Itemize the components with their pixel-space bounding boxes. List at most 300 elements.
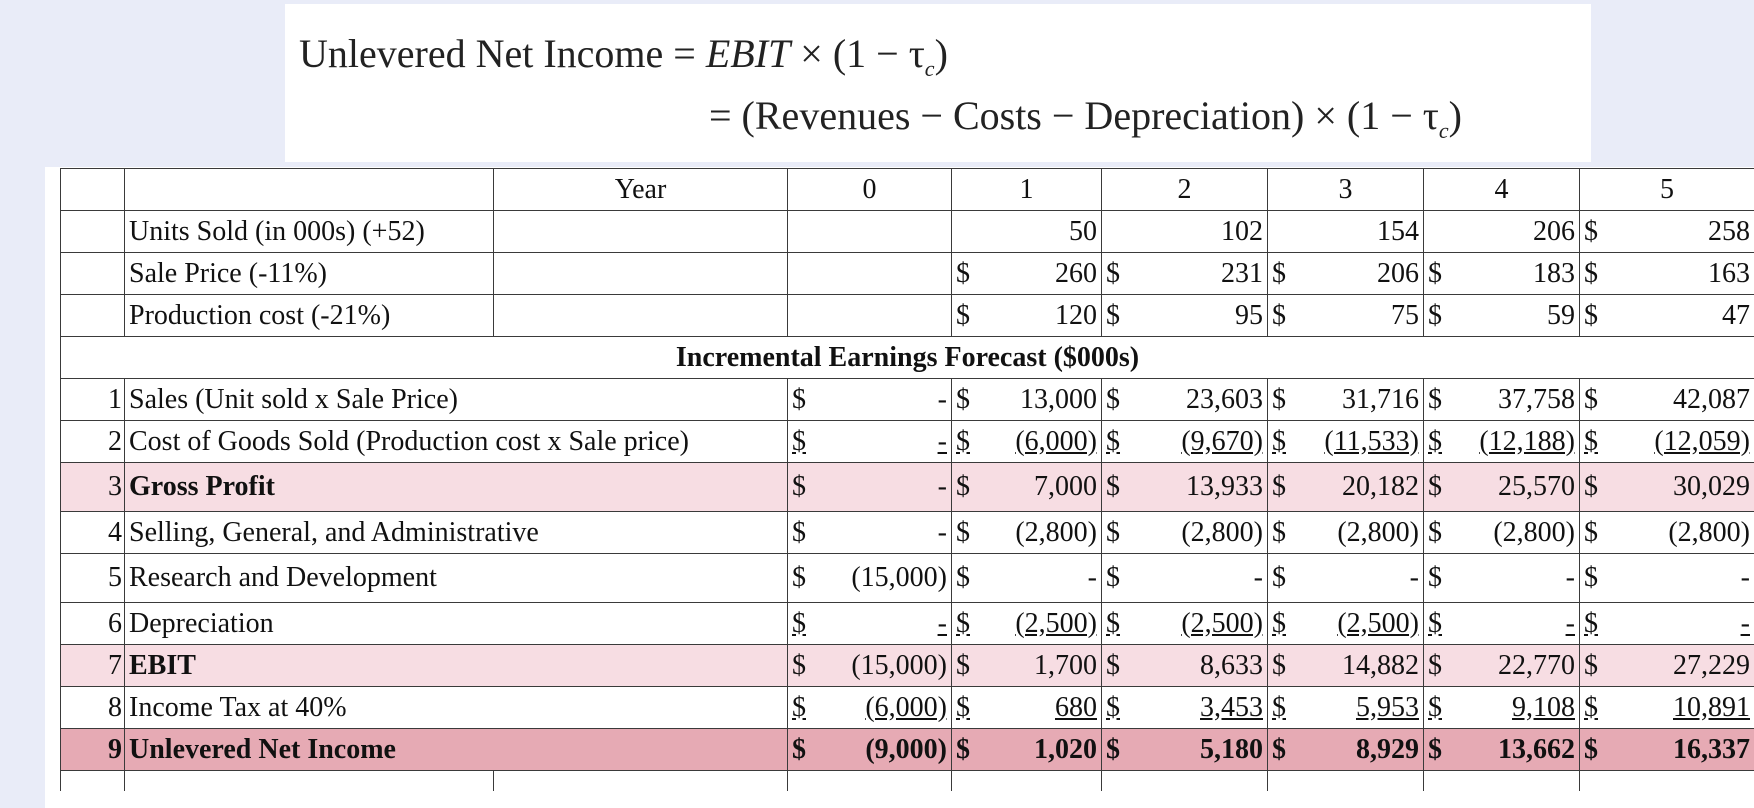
money-value (1106, 257, 1263, 289)
value-cell[interactable] (788, 603, 952, 645)
row-index[interactable]: 2 (61, 421, 125, 463)
currency-symbol: $ (1272, 299, 1286, 331)
value-cell[interactable] (1580, 603, 1754, 645)
amount: 260 (1055, 257, 1097, 289)
amount: 231 (1221, 257, 1263, 289)
year-cell[interactable]: 4 (1424, 169, 1580, 211)
currency-symbol: $ (1584, 257, 1598, 289)
money-value (1584, 473, 1750, 501)
forecast-row (61, 379, 1754, 421)
row-label[interactable]: Sales (Unit sold x Sale Price) (125, 379, 788, 421)
amount: 183 (1533, 257, 1575, 289)
assumption-label[interactable]: Production cost (-21%) (125, 295, 494, 337)
value-cell[interactable] (1102, 603, 1268, 645)
money-value (1106, 607, 1263, 639)
value-cell[interactable] (1102, 463, 1268, 512)
assumption-label[interactable]: Units Sold (in 000s) (+52) (125, 211, 494, 253)
amount: 37,758 (1498, 383, 1575, 415)
currency-symbol: $ (1106, 649, 1120, 681)
currency-symbol: $ (956, 299, 970, 331)
value-cell[interactable] (1268, 421, 1424, 463)
money-value (956, 383, 1097, 415)
money-value (1584, 215, 1750, 247)
currency-symbol: $ (792, 562, 806, 593)
amount: 5,180 (1200, 733, 1263, 765)
money-value (956, 564, 1097, 592)
money-value (956, 516, 1097, 548)
year-cell[interactable]: 3 (1268, 169, 1424, 211)
money-value (956, 649, 1097, 681)
amount: 5,953 (1356, 691, 1419, 723)
currency-symbol: $ (1584, 425, 1598, 457)
value-cell[interactable] (1424, 463, 1580, 512)
year-cell[interactable]: 1 (952, 169, 1102, 211)
money-value (1584, 691, 1750, 723)
currency-symbol: $ (792, 733, 806, 765)
row-label[interactable]: Depreciation (125, 603, 788, 645)
value-cell[interactable] (952, 421, 1102, 463)
money-value (1584, 733, 1750, 765)
amount: (2,800) (1015, 516, 1097, 548)
index-cell[interactable] (61, 253, 125, 295)
money-value (1272, 733, 1419, 765)
currency-symbol: $ (956, 607, 970, 639)
currency-symbol: $ (1428, 691, 1442, 723)
formula-expansion: = (Revenues − Costs − Depreciation) × (1 − τ (709, 93, 1439, 138)
currency-symbol: $ (1428, 607, 1442, 639)
empty-cell[interactable] (1424, 771, 1580, 792)
row-label[interactable]: Income Tax at 40% (125, 687, 788, 729)
money-value (792, 516, 947, 548)
amount: (15,000) (851, 562, 947, 593)
value-cell[interactable] (952, 253, 1102, 295)
money-value (1106, 516, 1263, 548)
money-value (1106, 299, 1263, 331)
value-cell[interactable] (1424, 603, 1580, 645)
money-value (1106, 733, 1263, 765)
value-cell[interactable] (788, 295, 952, 337)
money-value (1428, 733, 1575, 765)
value-cell[interactable] (1102, 687, 1268, 729)
currency-symbol: $ (1272, 257, 1286, 289)
amount: 25,570 (1498, 471, 1575, 502)
index-cell[interactable] (61, 211, 125, 253)
formula-line-2 (709, 92, 1462, 144)
money-value (1428, 383, 1575, 415)
amount: - (1565, 607, 1575, 639)
year-label-cell[interactable]: Year (494, 169, 788, 211)
value-cell[interactable] (788, 512, 952, 554)
money-value (1272, 516, 1419, 548)
currency-symbol: $ (1584, 607, 1598, 639)
value-cell[interactable] (1268, 211, 1424, 253)
amount: 258 (1708, 215, 1750, 247)
empty-cell[interactable] (61, 771, 125, 792)
row-label[interactable]: Selling, General, and Administrative (125, 512, 788, 554)
money-value (1584, 516, 1750, 548)
money-value (792, 607, 947, 639)
value-cell[interactable] (1424, 253, 1580, 295)
currency-symbol: $ (1428, 733, 1442, 765)
assumption-label[interactable]: Sale Price (-11%) (125, 253, 494, 295)
amount: 8,929 (1356, 733, 1419, 765)
amount: (15,000) (851, 649, 947, 681)
currency-symbol: $ (1584, 383, 1598, 415)
value-cell[interactable] (1580, 421, 1754, 463)
value-cell[interactable] (952, 554, 1102, 603)
empty-cell[interactable] (1102, 771, 1268, 792)
value-cell[interactable] (1268, 379, 1424, 421)
value-cell[interactable] (1580, 554, 1754, 603)
money-value (1428, 691, 1575, 723)
currency-symbol: $ (1106, 607, 1120, 639)
currency-symbol: $ (792, 425, 806, 457)
currency-symbol: $ (792, 607, 806, 639)
currency-symbol: $ (1428, 383, 1442, 415)
spreadsheet (45, 167, 1754, 808)
value-cell[interactable] (1580, 295, 1754, 337)
value-cell[interactable] (1102, 554, 1268, 603)
formula-tax-term: × (1 − τ (790, 31, 925, 76)
currency-symbol: $ (1428, 299, 1442, 331)
amount: - (1409, 562, 1419, 593)
money-value (1428, 607, 1575, 639)
section-title[interactable]: Incremental Earnings Forecast ($000s) (61, 337, 1754, 379)
amount: (9,000) (865, 733, 947, 765)
empty-cell[interactable] (494, 771, 788, 792)
money-value (1272, 299, 1419, 331)
money-value (1428, 649, 1575, 681)
amount: (2,800) (1337, 516, 1419, 548)
value-cell[interactable] (1102, 295, 1268, 337)
money-value (1584, 257, 1750, 289)
value-cell[interactable] (788, 463, 952, 512)
currency-symbol: $ (1272, 516, 1286, 548)
empty-cell[interactable] (1580, 771, 1754, 792)
assumption-row (61, 211, 1754, 253)
money-value (1106, 215, 1263, 247)
money-value (792, 425, 947, 457)
currency-symbol: $ (1428, 562, 1442, 593)
money-value (1584, 383, 1750, 415)
currency-symbol: $ (956, 733, 970, 765)
amount: - (1253, 562, 1263, 593)
row-index[interactable]: 5 (61, 554, 125, 603)
amount: - (1740, 607, 1750, 639)
currency-symbol: $ (956, 516, 970, 548)
amount: (6,000) (1015, 425, 1097, 457)
value-cell[interactable] (788, 729, 952, 771)
money-value (1584, 299, 1750, 331)
value-cell[interactable] (1424, 645, 1580, 687)
forecast-row (61, 512, 1754, 554)
money-value (1106, 473, 1263, 501)
value-cell[interactable] (952, 645, 1102, 687)
amount: 120 (1055, 299, 1097, 331)
currency-symbol: $ (1584, 733, 1598, 765)
value-cell[interactable] (952, 603, 1102, 645)
value-cell[interactable] (952, 211, 1102, 253)
header-row (61, 169, 1754, 211)
money-value (956, 607, 1097, 639)
value-cell[interactable] (1268, 603, 1424, 645)
currency-symbol: $ (792, 649, 806, 681)
amount: 206 (1533, 215, 1575, 247)
money-value (792, 473, 947, 501)
year-cell[interactable]: 2 (1102, 169, 1268, 211)
value-cell[interactable] (1424, 421, 1580, 463)
blank-cell[interactable] (494, 211, 788, 253)
value-cell[interactable] (952, 295, 1102, 337)
row-index[interactable]: 7 (61, 645, 125, 687)
amount: 8,633 (1200, 649, 1263, 681)
value-cell[interactable] (952, 512, 1102, 554)
money-value (956, 691, 1097, 723)
currency-symbol: $ (956, 257, 970, 289)
amount: 102 (1221, 215, 1263, 247)
index-cell[interactable] (61, 295, 125, 337)
amount: 75 (1391, 299, 1419, 331)
value-cell[interactable] (1102, 729, 1268, 771)
row-label[interactable]: Research and Development (125, 554, 788, 603)
currency-symbol: $ (1106, 299, 1120, 331)
row-label[interactable]: Cost of Goods Sold (Production cost x Sale price) (125, 421, 788, 463)
amount: (2,800) (1493, 516, 1575, 548)
currency-symbol: $ (1428, 425, 1442, 457)
amount: 13,933 (1186, 471, 1263, 502)
value-cell[interactable] (788, 554, 952, 603)
blank-cell[interactable] (494, 253, 788, 295)
currency-symbol: $ (792, 383, 806, 415)
currency-symbol: $ (1584, 691, 1598, 723)
currency-symbol: $ (1106, 471, 1120, 502)
currency-symbol: $ (1272, 425, 1286, 457)
money-value (1584, 607, 1750, 639)
value-cell[interactable] (1580, 687, 1754, 729)
currency-symbol: $ (1106, 733, 1120, 765)
currency-symbol: $ (1428, 649, 1442, 681)
value-cell[interactable] (788, 421, 952, 463)
value-cell[interactable] (1580, 253, 1754, 295)
amount: 59 (1547, 299, 1575, 331)
formula-close-paren: ) (1448, 93, 1462, 138)
row-label[interactable]: Gross Profit (125, 463, 788, 512)
money-value (1272, 607, 1419, 639)
value-cell[interactable] (1580, 729, 1754, 771)
value-cell[interactable] (952, 729, 1102, 771)
amount: 13,000 (1020, 383, 1097, 415)
currency-symbol: $ (1584, 471, 1598, 502)
amount: 31,716 (1342, 383, 1419, 415)
amount: - (937, 471, 947, 502)
value-cell[interactable] (788, 687, 952, 729)
amount: - (937, 607, 947, 639)
currency-symbol: $ (1272, 471, 1286, 502)
index-cell[interactable] (61, 169, 125, 211)
amount: 95 (1235, 299, 1263, 331)
section-row (61, 337, 1754, 379)
forecast-row (61, 421, 1754, 463)
amount: 14,882 (1342, 649, 1419, 681)
amount: - (937, 516, 947, 548)
formula-subscript: c (924, 56, 935, 81)
value-cell[interactable] (788, 379, 952, 421)
value-cell[interactable] (952, 379, 1102, 421)
currency-symbol: $ (956, 383, 970, 415)
blank-cell[interactable] (494, 295, 788, 337)
money-value (1106, 425, 1263, 457)
money-value (792, 691, 947, 723)
empty-cell[interactable] (788, 771, 952, 792)
money-value (1106, 564, 1263, 592)
amount: 22,770 (1498, 649, 1575, 681)
amount: 206 (1377, 257, 1419, 289)
value-cell[interactable] (1424, 379, 1580, 421)
forecast-row (61, 463, 1754, 512)
row-index[interactable]: 3 (61, 463, 125, 512)
row-index[interactable]: 1 (61, 379, 125, 421)
money-value (1272, 473, 1419, 501)
value-cell[interactable] (1580, 645, 1754, 687)
row-index[interactable]: 4 (61, 512, 125, 554)
value-cell[interactable] (1268, 463, 1424, 512)
currency-symbol: $ (1428, 471, 1442, 502)
value-cell[interactable] (952, 687, 1102, 729)
value-cell[interactable] (1580, 512, 1754, 554)
formula-panel (285, 4, 1591, 162)
amount: (12,188) (1479, 425, 1575, 457)
row-label[interactable]: Unlevered Net Income (125, 729, 788, 771)
value-cell[interactable] (1580, 463, 1754, 512)
amount: (11,533) (1324, 425, 1419, 457)
value-cell[interactable] (1102, 645, 1268, 687)
money-value (1584, 425, 1750, 457)
amount: (2,500) (1015, 607, 1097, 639)
value-cell[interactable] (1268, 645, 1424, 687)
currency-symbol: $ (1584, 215, 1598, 247)
money-value (1272, 257, 1419, 289)
amount: 680 (1055, 691, 1097, 723)
value-cell[interactable] (1424, 687, 1580, 729)
formula-close-paren: ) (934, 31, 948, 76)
currency-symbol: $ (1272, 562, 1286, 593)
forecast-row (61, 729, 1754, 771)
value-cell[interactable] (1580, 379, 1754, 421)
value-cell[interactable] (788, 211, 952, 253)
value-cell[interactable] (1580, 211, 1754, 253)
currency-symbol: $ (1106, 562, 1120, 593)
forecast-row (61, 554, 1754, 603)
formula-lhs: Unlevered Net Income = (299, 31, 706, 76)
year-cell[interactable]: 5 (1580, 169, 1754, 211)
value-cell[interactable] (1268, 554, 1424, 603)
money-value (1106, 691, 1263, 723)
forecast-row (61, 687, 1754, 729)
amount: 10,891 (1673, 691, 1750, 723)
value-cell[interactable] (1268, 729, 1424, 771)
amount: (2,800) (1668, 516, 1750, 548)
empty-cell[interactable] (952, 771, 1102, 792)
value-cell[interactable] (1424, 211, 1580, 253)
money-value (956, 215, 1097, 247)
row-index[interactable]: 6 (61, 603, 125, 645)
value-cell[interactable] (1268, 512, 1424, 554)
amount: - (1740, 562, 1750, 593)
currency-symbol: $ (1272, 733, 1286, 765)
currency-symbol: $ (956, 691, 970, 723)
amount: 42,087 (1673, 383, 1750, 415)
currency-symbol: $ (792, 471, 806, 502)
value-cell[interactable] (788, 645, 952, 687)
value-cell[interactable] (952, 463, 1102, 512)
amount: 47 (1722, 299, 1750, 331)
amount: 163 (1708, 257, 1750, 289)
amount: (2,500) (1337, 607, 1419, 639)
money-value (1584, 564, 1750, 592)
assumption-row (61, 253, 1754, 295)
currency-symbol: $ (1584, 299, 1598, 331)
amount: (2,500) (1181, 607, 1263, 639)
label-cell[interactable] (125, 169, 494, 211)
money-value (1428, 425, 1575, 457)
value-cell[interactable] (1102, 421, 1268, 463)
money-value (956, 733, 1097, 765)
value-cell[interactable] (1102, 379, 1268, 421)
money-value (1272, 383, 1419, 415)
money-value (1428, 257, 1575, 289)
currency-symbol: $ (1584, 562, 1598, 593)
empty-cell[interactable] (1268, 771, 1424, 792)
value-cell[interactable] (1268, 253, 1424, 295)
currency-symbol: $ (1272, 691, 1286, 723)
value-cell[interactable] (1424, 554, 1580, 603)
value-cell[interactable] (1268, 295, 1424, 337)
value-cell[interactable] (1102, 211, 1268, 253)
value-cell[interactable] (1268, 687, 1424, 729)
value-cell[interactable] (1424, 512, 1580, 554)
money-value (1428, 516, 1575, 548)
amount: 3,453 (1200, 691, 1263, 723)
currency-symbol: $ (956, 425, 970, 457)
amount: 23,603 (1186, 383, 1263, 415)
amount: 16,337 (1673, 733, 1750, 765)
currency-symbol: $ (956, 471, 970, 502)
currency-symbol: $ (1428, 257, 1442, 289)
currency-symbol: $ (1584, 649, 1598, 681)
money-value (1272, 215, 1419, 247)
value-cell[interactable] (1102, 253, 1268, 295)
value-cell[interactable] (1102, 512, 1268, 554)
forecast-row (61, 603, 1754, 645)
row-label[interactable]: EBIT (125, 645, 788, 687)
money-value (956, 257, 1097, 289)
amount: - (1087, 562, 1097, 593)
year-cell[interactable]: 0 (788, 169, 952, 211)
row-index[interactable]: 8 (61, 687, 125, 729)
currency-symbol: $ (1272, 607, 1286, 639)
row-index[interactable]: 9 (61, 729, 125, 771)
value-cell[interactable] (1424, 295, 1580, 337)
value-cell[interactable] (1424, 729, 1580, 771)
money-value (1428, 299, 1575, 331)
currency-symbol: $ (792, 691, 806, 723)
empty-cell[interactable] (125, 771, 494, 792)
money-value (1428, 473, 1575, 501)
value-cell[interactable] (788, 253, 952, 295)
amount: - (937, 425, 947, 457)
money-value (1428, 564, 1575, 592)
currency-symbol: $ (956, 562, 970, 593)
